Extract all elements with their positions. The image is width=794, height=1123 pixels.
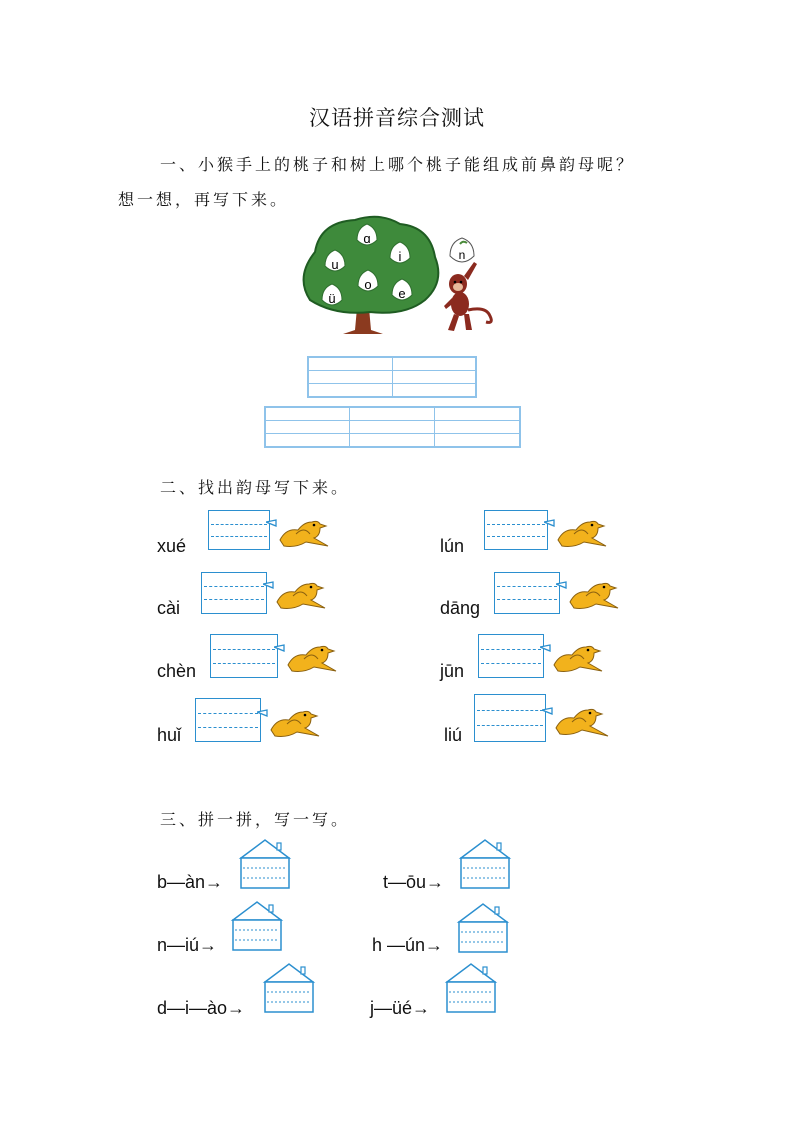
bird-icon: [274, 637, 338, 677]
tree-letter-u: u: [331, 257, 339, 272]
spell-item-tou: t—ōu→: [383, 872, 445, 892]
answer-box-dang[interactable]: [494, 572, 560, 614]
spell-item-niu: n—iú→: [157, 935, 218, 955]
tree-letter-e: e: [398, 286, 406, 301]
tree-letter-u-umlaut: ü: [328, 291, 336, 306]
syllable-hui: huǐ: [157, 725, 182, 745]
page-title: 汉语拼音综合测试: [309, 106, 485, 130]
bird-icon: [540, 637, 604, 677]
syllable-dang: dāng: [440, 598, 481, 618]
spell-item-jue: j—üé→: [370, 998, 431, 1018]
bird-icon: [542, 700, 612, 742]
answer-box-chen[interactable]: [210, 634, 278, 678]
answer-box-jun[interactable]: [478, 634, 544, 678]
syllable-chen: chèn: [157, 661, 197, 681]
bird-icon: [257, 702, 321, 742]
bird-icon: [556, 574, 620, 614]
syllable-liu: liú: [444, 725, 463, 745]
section2-heading: 二、找出韵母写下来。: [160, 478, 351, 497]
syllable-cai: cài: [157, 598, 181, 618]
spell-item-diao: d—i—ào→: [157, 998, 246, 1018]
bird-icon: [266, 512, 330, 552]
spell-item-hun: h —ún→: [372, 935, 444, 955]
answer-box-xue[interactable]: [208, 510, 270, 550]
section1-question-line1: 一、小猴手上的桃子和树上哪个桃子能组成前鼻韵母呢？: [160, 155, 636, 174]
answer-grid-bottom[interactable]: [264, 406, 521, 448]
house-answer-box[interactable]: [444, 962, 498, 1014]
house-answer-box[interactable]: [456, 902, 510, 954]
answer-grid-top[interactable]: [307, 356, 477, 398]
tree-letter-i: i: [398, 249, 402, 264]
spell-item-ban: b—àn→: [157, 872, 224, 892]
answer-box-hui[interactable]: [195, 698, 261, 742]
bird-icon: [263, 574, 327, 614]
peach-tree-illustration: [295, 212, 445, 337]
answer-box-lun[interactable]: [484, 510, 548, 550]
syllable-lun: lún: [440, 536, 465, 556]
monkey-illustration: [436, 236, 498, 336]
syllable-jun: jūn: [440, 661, 465, 681]
syllable-xue: xué: [157, 536, 187, 556]
section1-question-line2: 想一想，再写下来。: [118, 190, 290, 209]
house-answer-box[interactable]: [230, 900, 284, 952]
tree-letter-a: ɑ: [363, 231, 371, 246]
answer-box-liu[interactable]: [474, 694, 546, 742]
monkey-peach-letter: n: [458, 248, 466, 262]
section3-heading: 三、拼一拼，写一写。: [160, 810, 351, 829]
bird-icon: [544, 512, 608, 552]
house-answer-box[interactable]: [262, 962, 316, 1014]
house-answer-box[interactable]: [458, 838, 512, 890]
house-answer-box[interactable]: [238, 838, 292, 890]
tree-letter-o: o: [364, 277, 372, 292]
answer-box-cai[interactable]: [201, 572, 267, 614]
